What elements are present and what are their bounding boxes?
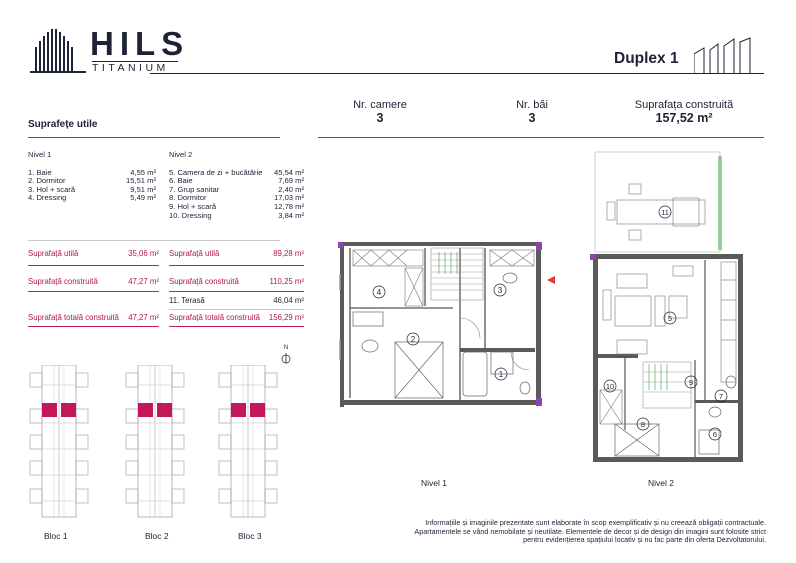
- level2-usable: Suprafață utilă 89,28 m²: [169, 249, 304, 258]
- plan-label-level2: Nivel 2: [648, 478, 674, 488]
- room-number: 6: [712, 430, 718, 439]
- logo-building-icon: [28, 27, 88, 77]
- block-label: Bloc 2: [145, 531, 169, 541]
- floorplan-level2: [585, 150, 765, 465]
- stat-value: 157,52 m²: [655, 111, 713, 125]
- list-item: 8. Dormitor 17,03 m²: [169, 193, 304, 203]
- brand-subtitle: TITANIUM: [92, 62, 169, 74]
- room-number: 3: [497, 286, 503, 295]
- areas-heading-rule: [28, 137, 280, 138]
- list-item: 4. Dressing 5,49 m²: [28, 193, 156, 203]
- skyline-icon: [694, 36, 764, 76]
- room-number: 1: [498, 370, 504, 379]
- header-rule: [150, 73, 764, 74]
- stats-rule: [318, 137, 764, 138]
- list-item: 6. Baie 7,69 m²: [169, 176, 304, 186]
- level1-area-list: [28, 151, 156, 203]
- plan-label-level1: Nivel 1: [421, 478, 447, 488]
- terrace-area: 11. Terasă 46,04 m²: [169, 296, 304, 305]
- legal-notice: [380, 519, 766, 545]
- floorplan-level1: [335, 238, 565, 413]
- room-number: 2: [410, 335, 416, 344]
- legal-line: Informațiile și imaginile prezentate sunt elaborate în scop exemplificativ și nu creează obligații contractuale.: [425, 518, 766, 527]
- level1-title: Nivel 1: [28, 150, 52, 159]
- level2-area-list: [169, 151, 304, 220]
- level2-title: Nivel 2: [169, 150, 193, 159]
- site-plans: [28, 365, 318, 525]
- stat-value: 3: [376, 111, 384, 125]
- legal-line: Apartamentele se vând nemobilate și neutilate. Elementele de decor și de design din imagini sunt folosite strict: [414, 526, 766, 536]
- brand-name: HILS: [90, 25, 190, 62]
- block-label: Bloc 3: [238, 531, 262, 541]
- level1-built: Suprafață construită 47,27 m²: [28, 277, 159, 286]
- stat-label: Nr. camere: [353, 99, 407, 111]
- stat-bathrooms: [482, 99, 582, 125]
- areas-heading: Suprafețe utile: [28, 119, 98, 130]
- entrance-arrow-icon: [547, 276, 555, 284]
- list-item: 10. Dressing 3,84 m²: [169, 210, 304, 220]
- compass-label: N: [283, 345, 289, 351]
- page-title: Duplex 1: [614, 50, 679, 67]
- level1-usable: Suprafață utilă 35,06 m²: [28, 249, 159, 258]
- legal-line: pentru evidențierea spațiului locativ și nu fac parte din oferta Dezvoltatorului.: [523, 535, 766, 545]
- level2-total: Suprafață totală construită 156,29 m²: [169, 313, 304, 322]
- brand-logo: [28, 27, 188, 77]
- stat-label: Nr. băi: [516, 99, 548, 111]
- stat-rooms: [330, 99, 430, 125]
- level2-built: Suprafață construită 110,25 m²: [169, 277, 304, 286]
- room-number: 7: [718, 392, 724, 401]
- list-item: 9. Hol + scară 12,78 m²: [169, 201, 304, 211]
- stat-label: Suprafața construită: [634, 99, 734, 111]
- room-number: 8: [640, 420, 646, 429]
- list-item: 7. Grup sanitar 2,40 m²: [169, 184, 304, 194]
- list-item: 1. Baie 4,55 m²: [28, 167, 156, 177]
- room-number: 4: [376, 288, 382, 297]
- level1-total: Suprafață totală construită 47,27 m²: [28, 313, 159, 322]
- stat-value: 3: [528, 111, 536, 125]
- list-item: 2. Dormitor 15,51 m²: [28, 176, 156, 186]
- stat-built-area: [614, 99, 754, 125]
- room-number: 10: [605, 382, 615, 391]
- block-label: Bloc 1: [44, 531, 68, 541]
- room-number: 5: [667, 314, 673, 323]
- list-item: 5. Camera de zi + bucătărie 45,54 m²: [169, 167, 304, 177]
- room-number: 9: [688, 378, 694, 387]
- room-number: 11: [661, 208, 669, 217]
- list-item: 3. Hol + scară 9,51 m²: [28, 184, 156, 194]
- north-arrow-icon: [281, 351, 291, 365]
